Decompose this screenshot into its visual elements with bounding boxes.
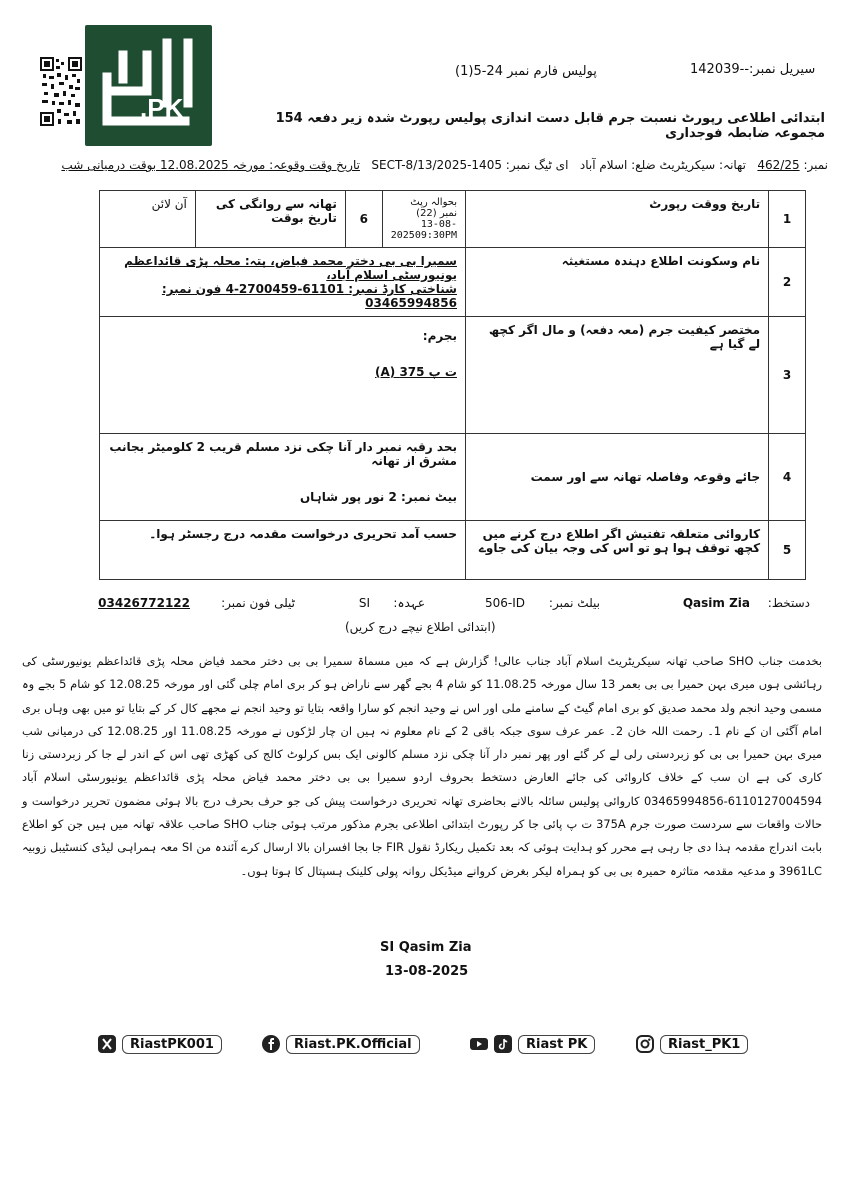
- facebook-icon: [262, 1035, 280, 1053]
- tiktok-icon: [494, 1035, 512, 1053]
- row-number: 2: [769, 248, 806, 317]
- belt-number: 506-ID: [484, 596, 525, 610]
- action-label: کاروائی متعلقہ تفتیش اگر اطلاع درج کرنے میں کچھ توقف ہوا ہو تو اس کی وجہ بیان کی جاوے: [465, 521, 768, 580]
- officer-phone: 03426772122: [98, 596, 190, 610]
- closing-date: 13-08-2025: [385, 964, 469, 979]
- qr-code: [40, 57, 82, 127]
- departure-label: تھانہ سے روانگی کی تاریخ بوقت: [195, 191, 345, 248]
- social-handle: Riast_PK1: [660, 1035, 748, 1054]
- youtube-icon: [470, 1035, 488, 1053]
- table-row: [100, 317, 806, 434]
- social-instagram[interactable]: [636, 1033, 748, 1055]
- row-number: 5: [769, 521, 806, 580]
- crime-description-label: مختصر کیفیت جرم (معہ دفعہ) و مال اگر کچھ لے گیا ہے: [465, 317, 768, 434]
- social-handle: RiastPK001: [122, 1035, 222, 1054]
- rank-label: عہدہ:: [393, 596, 425, 610]
- complainant-cnic-phone: شناختی کارڈ نمبر: 61101-2700459-4 فون نمبر: 03465994856: [161, 282, 457, 310]
- action-taken: حسب آمد تحریری درخواست مقدمہ درج رجسٹر ہوا۔: [100, 521, 466, 580]
- ig-number: ای ٹیگ نمبر: SECT-8/13/2025-1405: [371, 158, 569, 172]
- report-date-label: تاریخ ووقت رپورٹ: [465, 191, 768, 248]
- police-form-number: پولیس فارم نمبر 24-5(1): [455, 64, 597, 79]
- row-number: 6: [345, 191, 382, 248]
- fir-info-line: [28, 158, 828, 172]
- social-handle: Riast.PK.Official: [286, 1035, 420, 1054]
- table-row: [100, 521, 806, 580]
- row-number: 3: [769, 317, 806, 434]
- fir-number: 462/25: [757, 158, 800, 172]
- crime-section: ت پ 375 (A): [374, 365, 457, 379]
- thana-district: تھانہ: سیکریٹریٹ ضلع: اسلام آباد: [579, 158, 746, 172]
- crime-label: بجرم:: [422, 329, 457, 343]
- row-number: 1: [769, 191, 806, 248]
- table-row: [100, 191, 806, 248]
- signature-row: [40, 596, 810, 618]
- officer-name: Qasim Zia: [682, 596, 750, 610]
- instagram-icon: [636, 1035, 654, 1053]
- x-icon: [98, 1035, 116, 1053]
- report-datetime: 13-08-202509:30PM: [390, 219, 457, 241]
- rank: SI: [358, 596, 370, 610]
- fir-number-label: نمبر:: [803, 158, 828, 172]
- phone-label: ٹیلی فون نمبر:: [221, 596, 295, 610]
- table-row: [100, 248, 806, 317]
- social-facebook[interactable]: [262, 1033, 420, 1055]
- signature-label: دستخط:: [767, 596, 810, 610]
- section-subheading: (ابتدائی اطلاع نیچے درج کریں): [345, 620, 496, 634]
- fir-details-table: [99, 190, 806, 580]
- social-x[interactable]: [98, 1033, 222, 1055]
- social-handle: Riast PK: [518, 1035, 595, 1054]
- serial-number: سیریل نمبر:--142039: [690, 62, 816, 77]
- beat-number: بیٹ نمبر: 2 نور پور شاہاں: [299, 490, 457, 504]
- document-title: ابتدائی اطلاعی رپورٹ نسبت جرم قابل دست اندازی پولیس رپورٹ شدہ زیر دفعہ 154 مجموعہ ضابطہ فوجداری: [275, 111, 825, 141]
- occurrence-datetime: تاریخ وقت وقوعہ: مورخہ 12.08.2025 بوقت درمیانی شب: [61, 158, 360, 172]
- report-reference: بحوالہ رپٹ نمبر (22): [410, 197, 457, 219]
- row-number: 4: [769, 434, 806, 521]
- table-row: [100, 434, 806, 521]
- riast-pk-logo: [85, 25, 212, 146]
- social-youtube-tiktok[interactable]: [470, 1033, 595, 1055]
- complainant-name-address: سمیرا بی بی دختر محمد فیاض، پتہ: محلہ پڑی قائداعظم یونیورسٹی اسلام آباد،: [124, 254, 457, 282]
- closing-officer: SI Qasim Zia: [380, 940, 472, 955]
- departure-value: آن لائن: [100, 191, 196, 248]
- belt-label: بیلٹ نمبر:: [548, 596, 600, 610]
- complainant-label: نام وسکونت اطلاع دہندہ مستغیثہ: [465, 248, 768, 317]
- occurrence-place: بحد رقبہ نمبر دار آنا چکی نزد مسلم قریب 2 کلومیٹر بجانب مشرق از تھانہ: [109, 440, 457, 468]
- fir-body-text: بخدمت جناب SHO صاحب تھانہ سیکریٹریٹ اسلام آباد جناب عالی! گزارش ہے کہ میں مسماۃ سمیرا بی بی دختر محمد فیاض محلہ پڑی قائداعظم یونیورسٹی کی رہائشی ہوں میری بہن حمیرا بی بی بعمر 13 سال مورخہ 11.08.25 کو شام 4 بجے گھر سے ناراض ہو کر بری امام چلی گئی اور مورخہ 12.08.25 کو شام 5 بجے وہ مسمی وحید انجم ولد محمد صدیق کو بری امام گیٹ کے سامنے ملی اور اس نے وحید انجم کو سارا واقعہ بتایا تو وحید انجم نے مجھے کال کر کے بتایا تو میں بھی وہاں بری امام آگئی ان کے نام 1۔ رحمت اللہ خان 2۔ عمر عرف سوی جبکہ باقی 2 کے نام معلوم نہ ہیں ان چار لڑکوں نے مورخہ 11.08.25 اور 12.08.25 کی درمیانی شب میری بہن حمیرا بی بی کو زبردستی رلی لے کر گئے اور پھر نمبر دار آنا چکی نزد مسلم کالونی ایک بس کرلوٹ کالج کی کھڑی تھی اس کے اندر لے جا کر زبردستی زنا کاری کی ہے ان سب کے خلاف کاروائی کی جائے العارض دستخط بحروف اردو سمیرا بی بی دختر محمد فیاض محلہ پڑی قائداعظم یونیورسٹی اسلام آباد 6110127004594-03465994856 کاروائی پولیس سائلہ بالانے بحاضری تھانہ تحریری درخواست پیش کی جو حرف بحرف درج بالا ہوئی مضمون تحریر درخواست و حالات واقعات سے سردست صورت جرم 375A ت پ پائی جا کر رپورٹ ابتدائی اطلاعی بجرم مذکور مرتب ہوئی جناب SHO صاحب علاقہ تھانہ میں ہیں جن کو اطلاع بابت اندراج مقدمہ ہذا دی جا رہی ہے محرر کو ہدایت ہوئی کہ بعد تکمیل ریکارڈ نقول FIR جا بجا افسران بالا ارسال کرے آئندہ من SI معہ ہمراہی لیڈی کنسٹیبل زوبیہ 3961LC و مدعیہ مقدمہ متاثرہ حمیرہ بی بی کو ہمراہ لیکر بغرض کروانے میڈیکل روانہ پولی کلینک ہسپتال کا ہوتا ہوں۔: [22, 654, 823, 878]
- place-label: جائے وقوعہ وفاصلہ تھانہ سے اور سمت: [465, 434, 768, 521]
- logo-text: .PK: [140, 93, 184, 123]
